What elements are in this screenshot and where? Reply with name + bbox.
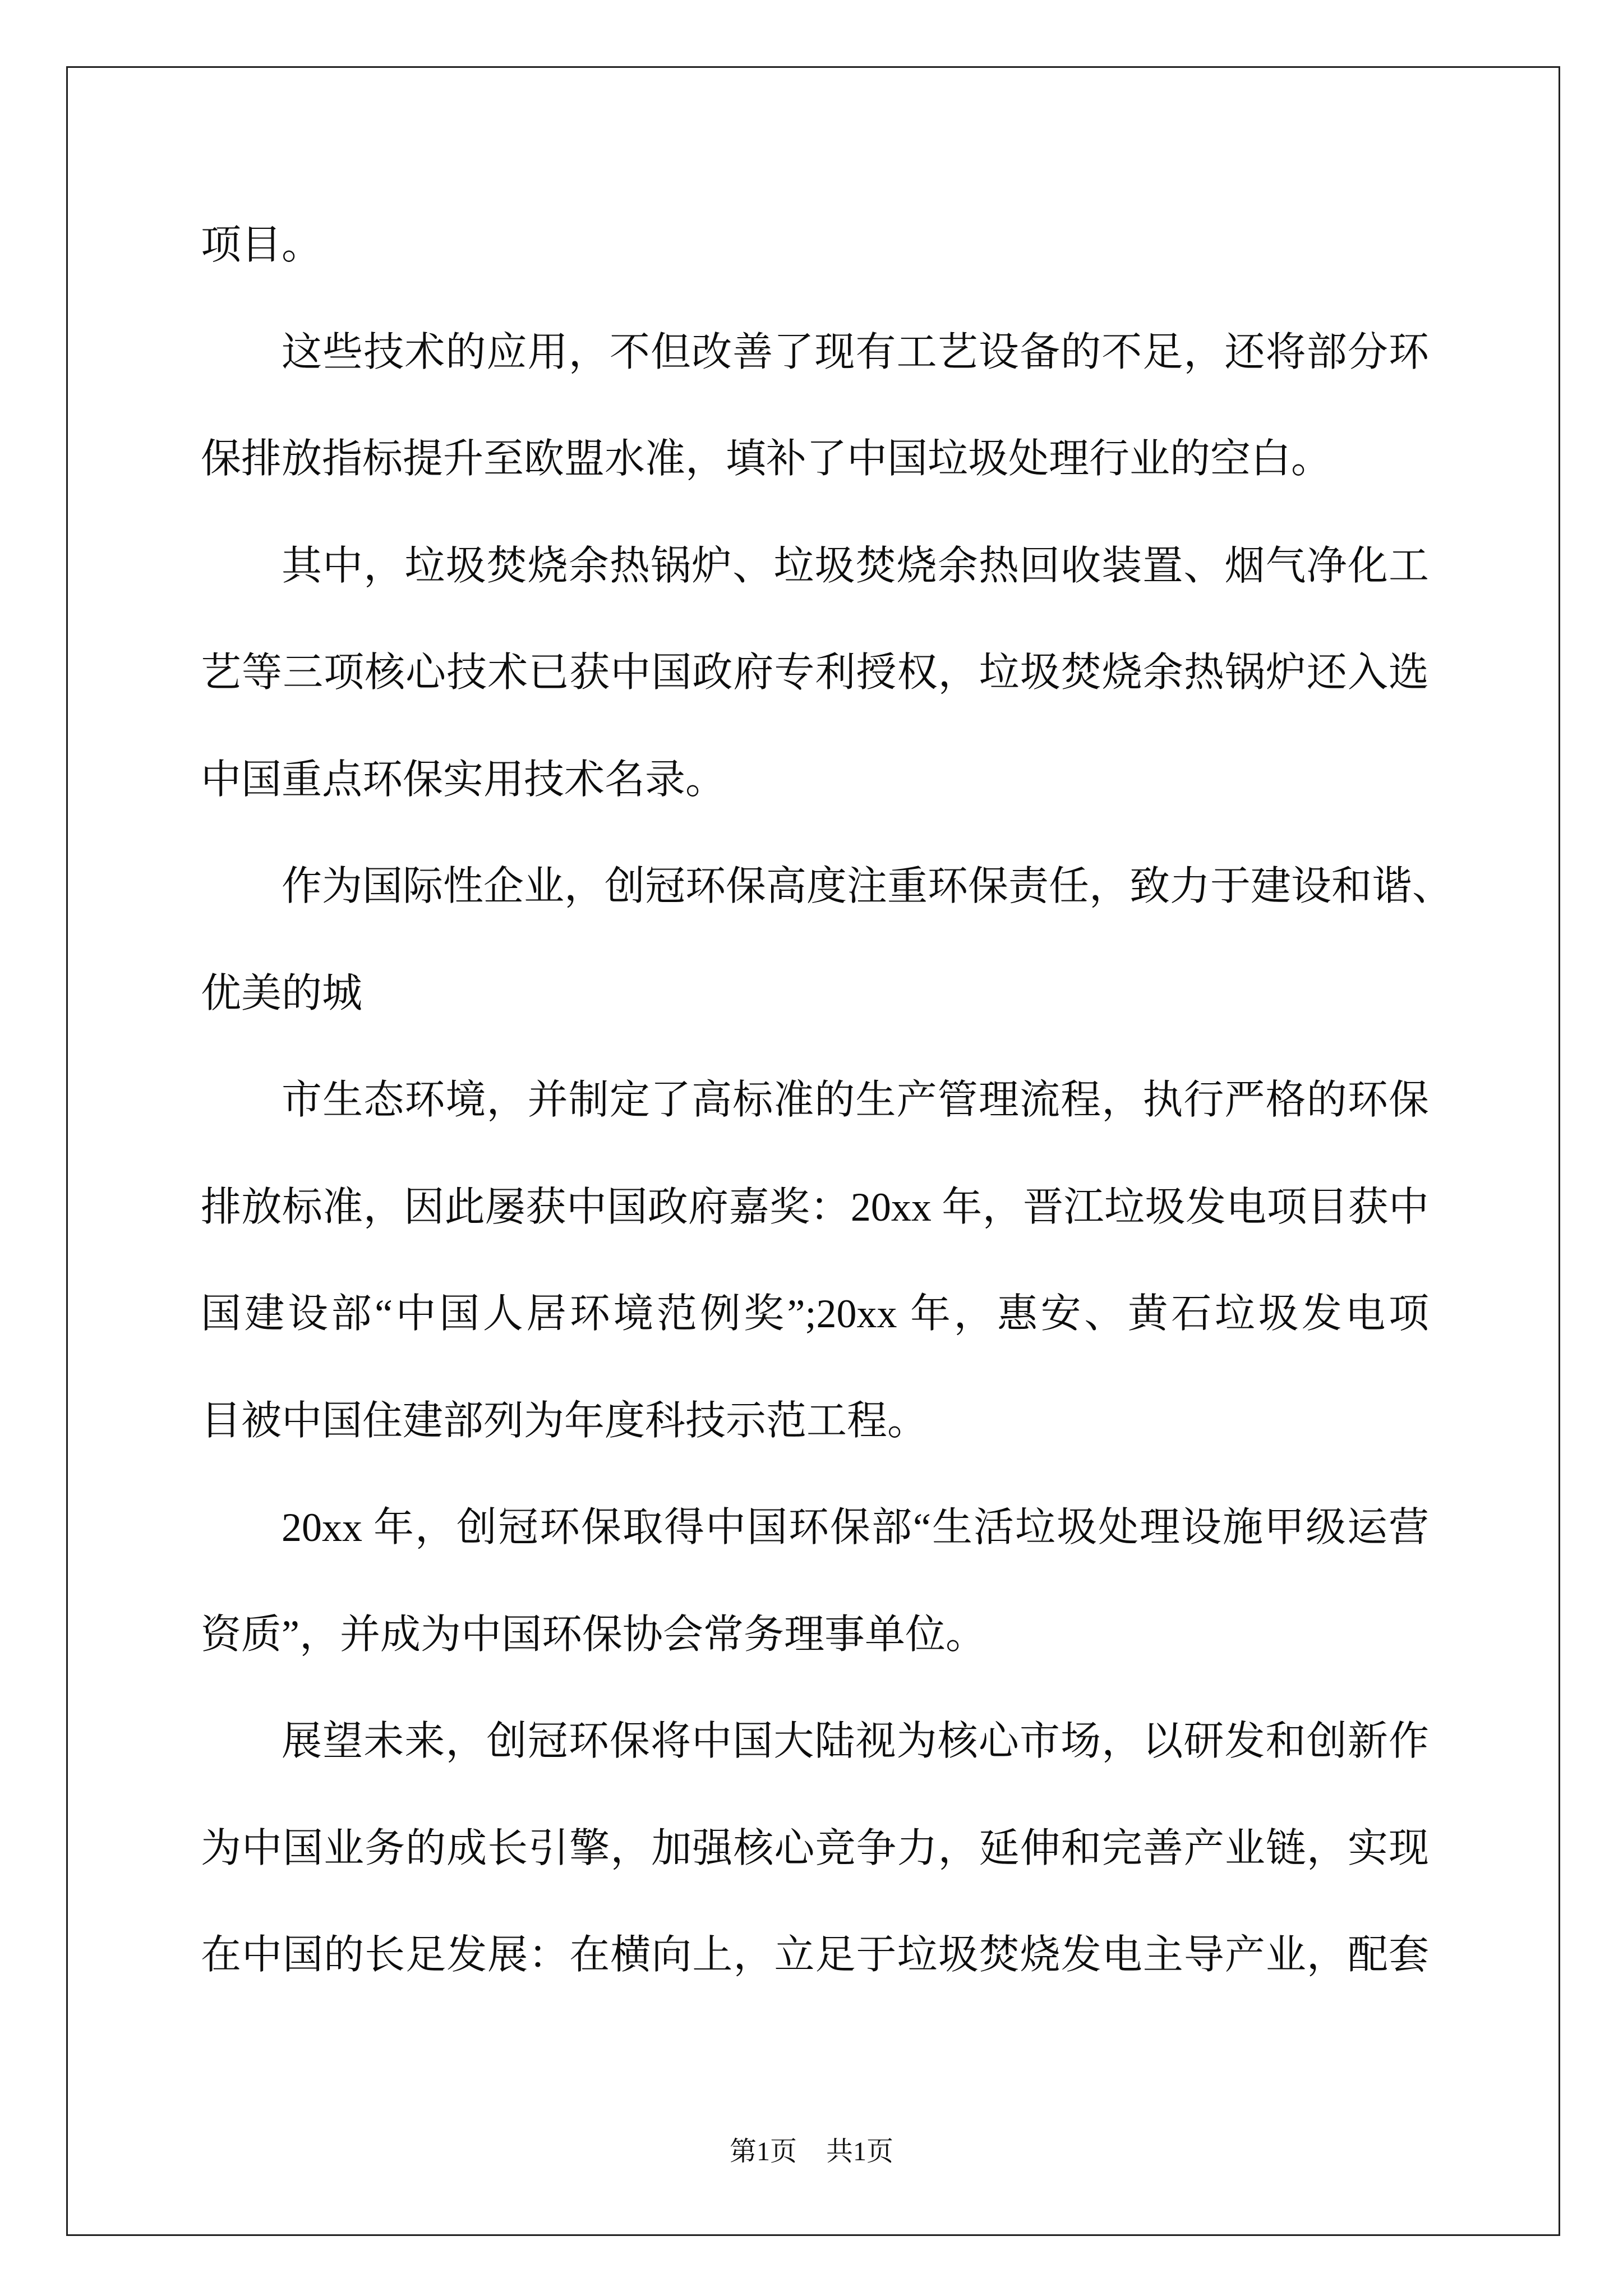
text-line: 展望未来，创冠环保将中国大陆视为核心市场，以研发和创新作: [282, 1719, 1429, 1764]
paragraph: [201, 299, 1429, 513]
text-line: 国建设部“中国人居环境范例奖”;20xx 年，惠安、黄石垃圾发电项: [201, 1291, 1429, 1336]
text-line: 作为国际性企业，创冠环保高度注重环保责任，致力于建设和谐、: [282, 864, 1453, 909]
paragraph: [201, 513, 1429, 834]
text-line: 20xx 年，创冠环保取得中国环保部“生活垃圾处理设施甲级运营: [282, 1505, 1429, 1550]
document-body: [201, 192, 1453, 2009]
paragraph: [201, 833, 1453, 1047]
page-number: 第1页: [729, 2137, 797, 2166]
page-total: 共1页: [826, 2137, 894, 2166]
text-line: 在中国的长足发展：在横向上，立足于垃圾焚烧发电主导产业，配套: [201, 1932, 1429, 1977]
paragraph: [201, 1688, 1429, 2009]
page-footer: [0, 2135, 1623, 2169]
text-line: 项目。: [201, 223, 322, 268]
paragraph: [201, 1474, 1429, 1688]
text-line: 为中国业务的成长引擎，加强核心竞争力，延伸和完善产业链，实现: [201, 1825, 1429, 1871]
text-line: 目被中国住建部列为年度科技示范工程。: [201, 1398, 928, 1443]
text-line: 排放标准，因此屡获中国政府嘉奖：20xx 年，晋江垃圾发电项目获中: [201, 1184, 1429, 1230]
text-line: 优美的城: [201, 970, 363, 1016]
text-line: 这些技术的应用，不但改善了现有工艺设备的不足，还将部分环: [282, 329, 1429, 375]
text-line: 保排放指标提升至欧盟水准，填补了中国垃圾处理行业的空白。: [201, 436, 1332, 481]
text-line: 中国重点环保实用技术名录。: [201, 757, 726, 802]
text-line: 资质”，并成为中国环保协会常务理事单位。: [201, 1612, 986, 1657]
paragraph: [201, 1047, 1429, 1474]
text-line: 其中，垃圾焚烧余热锅炉、垃圾焚烧余热回收装置、烟气净化工: [282, 543, 1429, 588]
text-line: 艺等三项核心技术已获中国政府专利授权，垃圾焚烧余热锅炉还入选: [201, 650, 1429, 695]
text-line: 市生态环境，并制定了高标准的生产管理流程，执行严格的环保: [282, 1078, 1429, 1122]
paragraph: [201, 192, 1429, 299]
